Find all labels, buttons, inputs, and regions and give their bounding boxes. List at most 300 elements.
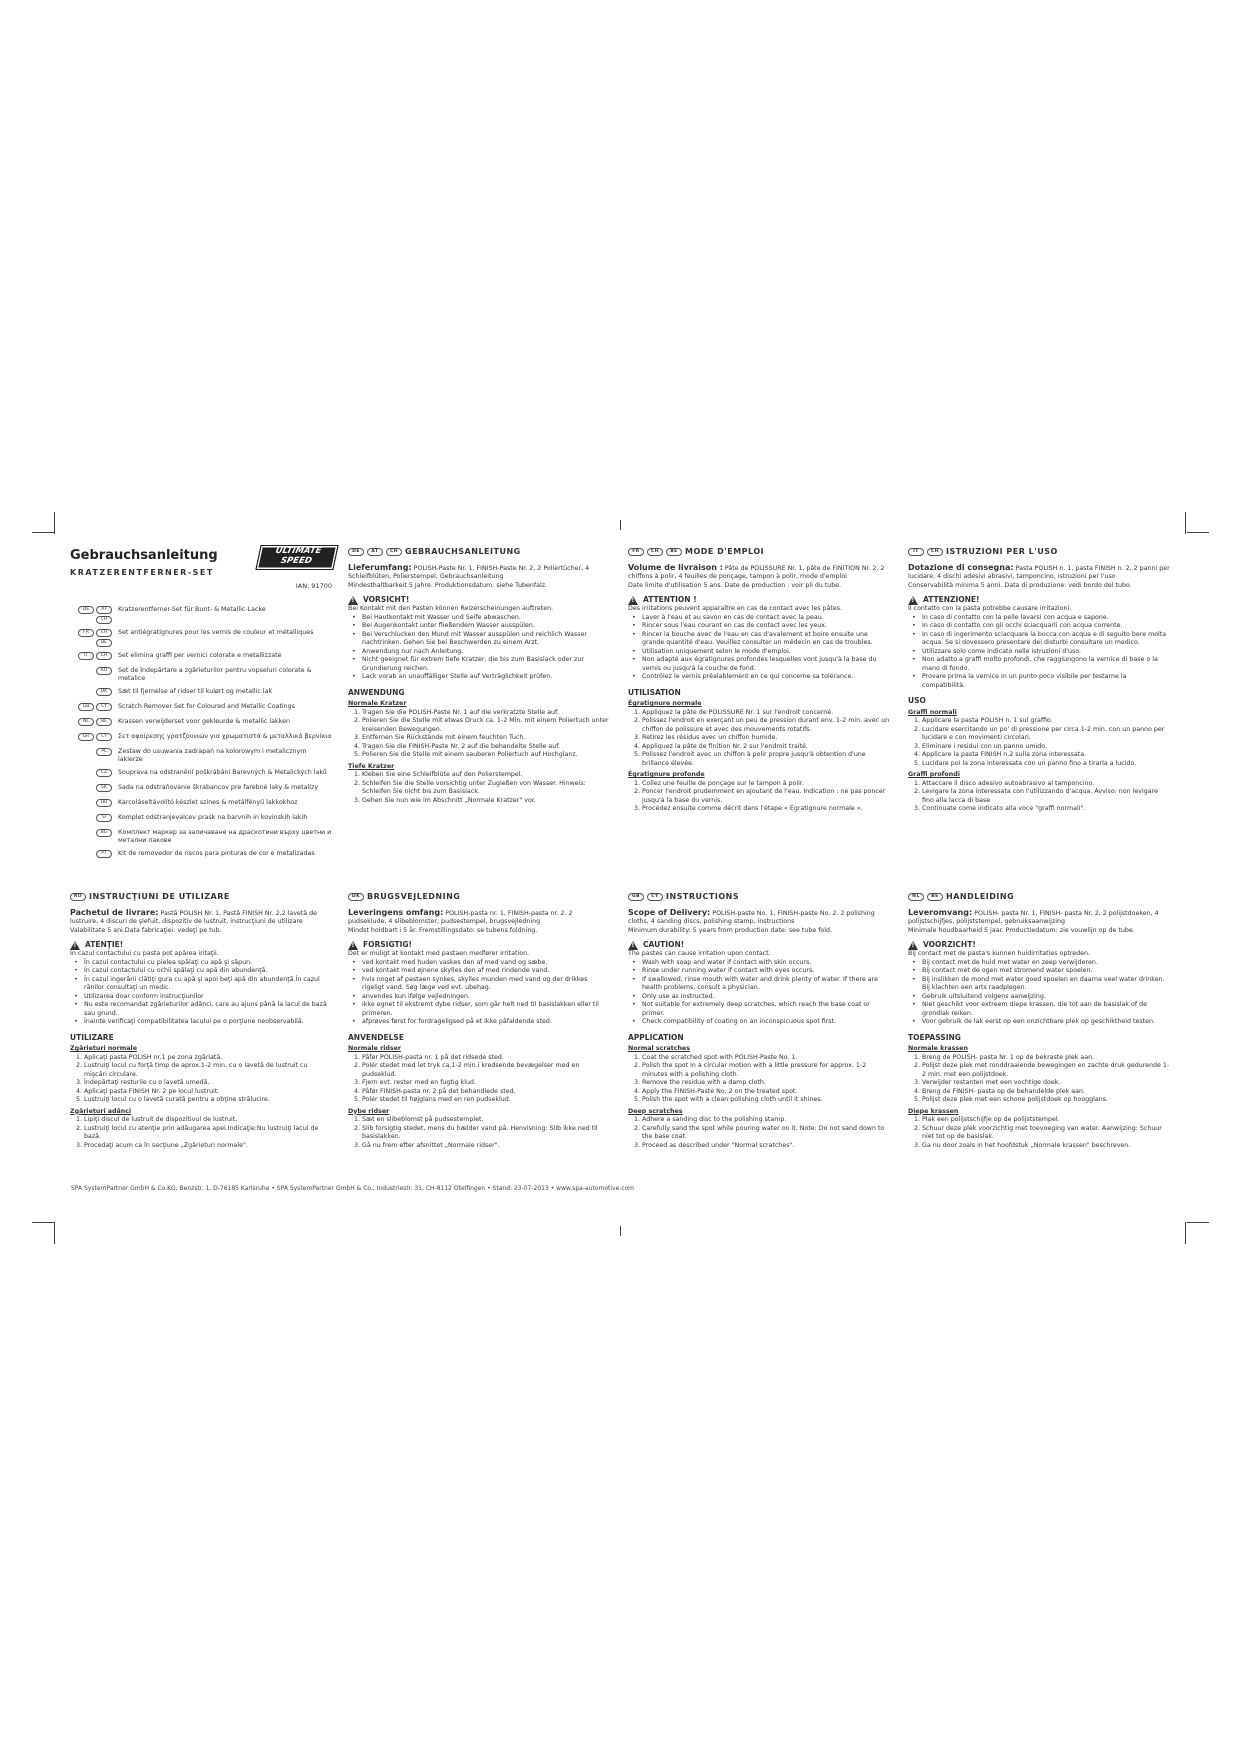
step-item: 3. Continuate come indicato alla voce "graffi normali". [922,805,1170,814]
step-item: 3. Remove the residue with a damp cloth. [642,1079,890,1088]
step-item: 4. Applicare la pasta FINISH n.2 sulla zona interessata. [922,751,1170,760]
delivery-scope-label: Volume de livraison : [628,562,723,572]
logo-line-1: ULTIMATE [274,546,323,556]
normal-scratches-heading: Normale ridser [348,1045,402,1052]
section-heading-text: HANDLEIDING [946,892,1015,901]
country-code-badge: CH [96,629,112,637]
country-codes [70,733,112,741]
country-code-badge: IT [78,652,94,660]
step-item: 1. Collez une feuille de ponçage sur le tampon à polir. [642,780,890,789]
country-code-badge: CZ [96,769,112,777]
step-item: 5. Polieren Sie die Stelle mit einem sauberen Poliertuch auf Hochglanz. [362,751,610,760]
deep-scratches-heading: Zgârieturi adânci [70,1107,132,1115]
normal-scratches-heading: Zgârieturi normale [70,1045,137,1052]
country-code-badge: BE [927,893,943,901]
step-item: 1. Lipiţi discul de lustruit de dispozitivul de lustruit. [84,1116,332,1125]
country-code-badge: NL [78,718,94,726]
warning-triangle-icon [70,941,80,950]
deep-steps-list [70,1116,332,1150]
normal-scratches-heading: Normale Kratzer [348,700,407,707]
warning-triangle-icon [348,941,358,950]
step-item: 1. Breng de POLISH- pasta Nr. 1 op de bekraste plek aan. [922,1054,1170,1063]
warning-item: • Non adapté aux égratignures profondes lesquelles vont jusqu'à la base du vernis ou jusqu'à la couche de fond. [642,656,890,673]
step-item: 1. Påfør POLISH-pasta nr. 1 på det ridsede sted. [362,1054,610,1063]
country-code-badge: CH [927,548,943,556]
warning-item: • Nicht geeignet für extrem tiefe Kratzer, die bis zum Basislack oder zur Grundierung reichen. [362,656,610,673]
country-code-badge: GR [78,733,94,741]
warning-list [348,614,610,682]
language-list [70,606,332,860]
delivery-scope-label: Leveringens omfang: [348,907,444,917]
warning-item: • Rincer sous l'eau courant en cas de contact avec les yeux. [642,622,890,631]
usage-heading: UTILISATION [628,687,681,697]
warning-item: • Bei Augenkontakt unter fließendem Wasser ausspülen. [362,622,610,631]
warning-title: ATENŢIE! [85,940,124,950]
section-heading [908,548,1170,557]
normal-scratches-heading: Normale krassen [908,1045,968,1052]
warning-heading [628,596,890,605]
normal-scratches-heading: Graffi normali [908,708,957,716]
warning-item: • afprøves først for fordrageligsed på et ikke påfaldende sted. [362,1018,610,1027]
warning-triangle-icon [908,941,918,950]
warning-item: • Lack vorab an unauffälliger Stelle auf Verträglichkeit prüfen. [362,673,610,682]
country-code-badge: BE [666,548,682,556]
step-item: 5. Polijst deze plek met een schone polijstdoek op hoogglans. [922,1096,1170,1105]
durability-note: Mindesthaltbarkeit 5 Jahre. Produktionsdatum: siehe Tubenfalz. [348,581,548,589]
usage-heading: ANWENDUNG [348,687,405,697]
step-item: 2. Polish the spot in a circular motion with a little pressure for approx. 1-2 minutes with a polishing cloth. [642,1062,890,1079]
language-row [70,629,332,647]
warning-item: • Check compatibility of coating on an inconspicuous spot first. [642,1018,890,1027]
warning-item: • Bij inslikken de mond met water goed spoelen en daarna veel water drinken. Bij klachten een arts raadplegen. [922,976,1170,993]
language-row [70,814,332,824]
deep-steps-list [908,1116,1170,1150]
manual-title: Gebrauchsanleitung [70,548,218,563]
deep-scratches-heading: Diepe krassen [908,1107,959,1115]
section-heading [348,893,610,902]
fold-mark [620,520,621,530]
country-codes [70,799,112,807]
warning-intro: Bei Kontakt mit den Pasten können Reizerscheinungen auftreten. [348,605,554,612]
warning-item: • Voor gebruik de lak eerst op een onzichtbare plek op geschiktheid testen. [922,1018,1170,1027]
country-code-badge: RO [96,667,112,675]
step-item: 5. Polér stedet til højglans med en ren pudseklud. [362,1096,610,1105]
section-heading-text: GEBRAUCHSANLEITUNG [405,547,521,556]
warning-list [908,614,1170,691]
language-product-name: Kratzerentferner-Set für Bunt- & Metallic-Lacke [118,606,266,613]
country-code-badge: RO [70,893,86,901]
delivery-scope-text: POLISH- pasta Nr. 1, FINISH- pasta Nr. 2, 2 polijstdoeken, 4 polijstschijfjes, polijststempel, gebruiksaanwijzing [908,909,1159,925]
language-row [70,748,332,764]
country-codes [70,850,112,858]
country-code-badge: FR [78,629,94,637]
step-item: 5. Polissez l'endroit avec un chiffon à polir propre jusqu'à obtention d'une brillance élevée. [642,751,890,768]
language-product-name: Zestaw do usuwania zadrapań na kolorowym i metalicznym lakierze [118,748,307,763]
step-item: 2. Levigare la zona interessata con l'utilizzando d'acqua. Avviso: non levigare fino alla lacca di base [922,788,1170,805]
language-product-name: Krassen verwijderset voor gekleurde & metallic lakken [118,718,290,725]
normal-steps-list [348,1054,610,1105]
step-item: 2. Polijst deze plek met ronddraaiende bewegingen en zachte druk gedurende 1-2 min. met een polijstdoek. [922,1062,1170,1079]
warning-intro: În cazul contactului cu pasta pot apărea iritaţii. [70,950,219,957]
crop-mark [32,532,54,533]
language-row [70,799,332,809]
country-code-badge: BG [96,829,112,837]
language-row [70,784,332,794]
country-codes [70,667,112,675]
step-item: 4. Påfør FINISH-pasta nr. 2 på det behandlede sted. [362,1088,610,1097]
language-product-name: Souprava na odstranění poškrábání Barevných & Metalických laků [118,769,327,776]
logo-line-2: SPEED [279,556,313,566]
warning-item: • Only use as instructed. [642,993,890,1002]
language-row [70,606,332,624]
step-item: 2. Polieren Sie die Stelle mit etwas Druck ca. 1-2 Min. mit einem Poliertuch unter kreisenden Bewegungen. [362,717,610,734]
normal-scratches-heading: Normal scratches [628,1045,690,1052]
normal-steps-list [908,1054,1170,1105]
warning-intro: Des irritations peuvent apparaître en cas de contact avec les pâtes. [628,605,843,612]
warning-item: • Niet geschikt voor extreem diepe krassen, die tot aan de basislak of de grondlak reiken. [922,1001,1170,1018]
step-item: 4. Tragen Sie die FINISH-Paste Nr. 2 auf die behandelte Stelle auf. [362,743,610,752]
deep-scratches-heading: Tiefe Kratzer [348,762,395,770]
warning-item: • In caso di contatto con gli occhi sciacquarli con acqua corrente. [922,622,1170,631]
step-item: 3. Verwijder restanten met een vochtige doek. [922,1079,1170,1088]
warning-intro: Bij contact met de pasta's kunnen huidirritaties optreden. [908,950,1091,957]
step-item: 1. Tragen Sie die POLISH-Paste Nr. 1 auf die verkratzte Stelle auf. [362,709,610,718]
language-product-name: Комплект маркер за заличаване на драскотини върху цветни и метални лакове [118,829,332,844]
country-code-badge: GB [628,893,644,901]
warning-intro: Det er muligt at kontakt med pastaen medfører irritation. [348,950,530,957]
warning-heading [348,941,610,950]
delivery-scope [70,909,332,927]
section-de [348,548,610,805]
durability-note: Date limite d'utilisation 5 ans. Date de production : voir pli du tube. [628,581,842,589]
durability-note: Minimum durability: 5 years from production date: see tube fold. [628,926,833,934]
warning-item: • In caso di contatto con la pelle lavarsi con acqua e sapone. [922,614,1170,623]
warning-heading [628,941,890,950]
deep-scratches-heading: Dybe ridser [348,1107,390,1115]
country-code-badge: AT [367,548,383,556]
crop-mark [1187,1222,1209,1223]
usage-heading: UTILIZARE [70,1032,114,1042]
step-item: 1. Coat the scratched spot with POLISH-Paste No. 1. [642,1054,890,1063]
warning-triangle-icon [628,941,638,950]
country-code-badge: CH [96,652,112,660]
crop-mark [32,1222,54,1223]
durability-note: Minimale houdbaarheid 5 jaar. Productiedatum: zie vouwlijn op de tube. [908,926,1135,934]
warning-title: CAUTION! [643,940,685,950]
warning-item: • Contrôlez le vernis préalablement en ce qui concerne sa tolérance. [642,673,890,682]
language-product-name: Σετ αφαίρεσης γρατζουνιών για χρωματιστά & μεταλλικά βερνίκια [118,733,332,740]
crop-mark [1185,1222,1186,1244]
delivery-scope-label: Dotazione di consegna: [908,562,1014,572]
country-codes [70,703,112,711]
delivery-scope [348,564,610,582]
step-item: 3. Procédez ensuite comme décrit dans l'étape « Égratignure normale ». [642,805,890,814]
language-product-name: Komplet odstranjevalcev prask na barvnih in kovinskih lakih [118,814,308,821]
warning-triangle-icon [908,596,918,605]
section-ro [70,893,332,1150]
normal-scratches-heading: Égratignure normale [628,700,702,707]
country-code-badge: FR [628,548,644,556]
warning-list [628,614,890,682]
step-item: 2. Slib forsigtig stedet, mens du hælder vand på. Henvisning: Slib ikke ned til basislakken. [362,1125,610,1142]
warning-item: • În cazul contactului cu pielea spălaţi cu apă şi săpun. [84,959,332,968]
country-code-badge: AT [96,606,112,614]
language-row [70,733,332,743]
warning-title: VORSICHT! [363,595,410,605]
country-code-badge: GB [78,703,94,711]
deep-steps-list [628,1116,890,1150]
country-code-badge: DK [348,893,364,901]
step-item: 1. Aplicaţi pasta POLISH nr.1 pe zona zgâriată. [84,1054,332,1063]
delivery-scope-text: POLISH-paste No. 1, FINISH-paste No. 2, 2 polishing cloths, 4 sanding discs, polishing stamp, instructions [628,909,875,925]
country-codes [70,606,112,624]
warning-heading [348,596,610,605]
warning-heading [908,941,1170,950]
warning-list [348,959,610,1027]
country-codes [70,718,112,726]
language-product-name: Kit de removedor de riscos para pinturas de cor e metalizadas [118,850,315,857]
section-nl [908,893,1170,1150]
delivery-scope-text: Pasta POLISH n. 1, pasta FINISH n. 2, 2 panni per lucidare, 4 dischi adesivi abrasivi, tamponcino, istruzioni per l'uso [908,564,1170,580]
warning-item: • Anwendung nur nach Anleitung. [362,648,610,657]
durability-note: Valabilitate 5 ani.Data fabricaţiei: vedeţi pe tub. [70,926,222,934]
language-product-name: Set elimina graffi per vernici colorate e metallizzate [118,652,282,659]
language-row [70,850,332,860]
step-item: 3. Îndepărtaţi resturile cu o lavetă umedă. [84,1079,332,1088]
warning-intro: The pastes can cause irritation upon contact. [628,950,771,957]
country-code-badge: CY [647,893,663,901]
warning-item: • Utilizzare solo come indicato nelle istruzioni d'uso. [922,648,1170,657]
section-it [908,548,1170,814]
warning-title: VOORZICHT! [923,940,976,950]
warning-title: ATTENZIONE! [923,595,980,605]
warning-item: • In caso di ingerimento sciacquare la bocca con acqua e di seguito bere molta acqua. Se si dovessero presentare dei disturbi consultare un medico. [922,631,1170,648]
country-code-badge: SI [96,814,112,822]
language-row [70,829,332,845]
step-item: 1. Appliquez la pâte de POLISSURE Nr. 1 sur l'endroit concerné. [642,709,890,718]
crop-mark [1185,512,1186,534]
ian-number: IAN: 91700 [295,581,332,590]
warning-item: • Bei Verschlucken den Mund mit Wasser ausspülen und reichlich Wasser nachtrinken. Gehen Sie bei Beschwerden zu einem Arzt. [362,631,610,648]
delivery-scope [348,909,610,927]
step-item: 1. Sæt en slibeblomst på pudsestemplet. [362,1116,610,1125]
country-code-badge: DE [348,548,364,556]
delivery-scope-text: POLISH-pasta nr. 1, FINISH-pasta nr. 2, 2 pudseklude, 4 slibeblomster, pudsestempel, brugsvejledning [348,909,573,925]
language-row [70,652,332,662]
warning-item: • Utilisation uniquement selon le mode d'emploi. [642,648,890,657]
delivery-scope-label: Leveromvang: [908,907,973,917]
deep-scratches-heading: Égratignure profonde [628,771,705,778]
step-item: 1. Attaccare il disco adesivo autoabrasivo al tamponcino. [922,780,1170,789]
step-item: 2. Schleifen Sie die Stelle vorsichtig unter Zugießen von Wasser. Hinweis: Schleifen Sie nicht bis zum Basislack. [362,780,610,797]
warning-item: • ved kontakt med øjnene skylles den af med rindende vand. [362,967,610,976]
step-item: 4. Apply the FINISH-Paste No. 2 on the treated spot. [642,1088,890,1097]
normal-steps-list [628,1054,890,1105]
country-codes [70,688,112,696]
language-row [70,703,332,713]
country-code-badge: DE [78,606,94,614]
warning-item: • Provare prima la vernice in un punto poco visibile per testarne la compatibilità. [922,673,1170,690]
section-heading [628,893,890,902]
fold-mark [620,1226,621,1236]
warning-item: • Utilizarea doar conform instrucţiunilor [84,993,332,1002]
delivery-scope-text: Pâte de POLISSURE Nr. 1, pâte de FINITION Nr. 2, 2 chiffons à polir, 4 feuilles de ponçage, tampon à polir, mode d'emploi [628,564,885,580]
brand-logo [255,545,338,570]
step-item: 3. Eliminare i residui con un panno umido. [922,743,1170,752]
language-row [70,688,332,698]
section-fr [628,548,890,814]
step-item: 3. Procedaţi acum ca în secţiune „Zgârieturi normale". [84,1142,332,1151]
footer-address: SPA SystemPartner GmbH & Co.KG, Benzstr. 1, D-76185 Karlsruhe • SPA SystemPartner GmbH & Co., Industriestr. 31, CH-8112 Otelfingen • Stand: 23-07-2013 • www.spa-automotive.com [71,1185,635,1192]
usage-heading: USO [908,696,926,705]
country-code-badge: CY [96,733,112,741]
delivery-scope-text: Pastă POLISH Nr. 1, Pastă FINISH Nr. 2,2 lavetă de lustruire, 4 discuri de şlefuit, dispozitiv de lustruit, instrucţiuni de utilizare [70,909,318,925]
country-code-badge: HU [96,799,112,807]
country-code-badge: PL [96,748,112,756]
step-item: 4. Breng de FINISH- pasta op de behandelde plek aan. [922,1088,1170,1097]
country-codes [70,784,112,792]
warning-title: FORSIGTIG! [363,940,412,950]
country-code-badge: CH [386,548,402,556]
normal-steps-list [348,709,610,760]
section-heading [628,548,890,557]
language-product-name: Scratch Remover Set for Coloured and Metallic Coatings [118,703,295,710]
step-item: 2. Polissez l'endroit en exerçant un peu de pression durant env. 1-2 min. avec un chiffon de polissure et avec des mouvements rotatifs. [642,717,890,734]
section-heading [348,548,610,557]
warning-heading [908,596,1170,605]
delivery-scope-text: POLISH-Paste Nr. 1, FINISH-Paste Nr. 2, 2 Poliertücher, 4 Schleifblüten, Polierstempel, Gebrauchsanleitung [348,564,590,580]
product-subtitle: KRATZERENTFERNER-SET [70,568,214,577]
deep-steps-list [348,1116,610,1150]
step-item: 1. Adhere a sanding disc to the polishing stamp. [642,1116,890,1125]
warning-item: • Wash with soap and water if contact with skin occurs. [642,959,890,968]
usage-heading: TOEPASSING [908,1032,961,1042]
country-codes [70,629,112,647]
language-product-name: Sæt til fjernelse af ridser til kulørt og metallic lak [118,688,273,695]
language-row [70,769,332,779]
step-item: 2. Polér stedet med let tryk ca.1-2 min.i kredsende bevægelser med en pudseklud. [362,1062,610,1079]
crop-mark [54,512,55,534]
step-item: 2. Schuur deze plek voorzichtig met toevoeging van water. Aanwijzing: Schuur niet tot op de basislak. [922,1125,1170,1142]
delivery-scope-label: Lieferumfang: [348,562,412,572]
step-item: 4. Appliquez la pâte de finition Nr. 2 sur l'endroit traité. [642,743,890,752]
step-item: 1. Kleben Sie eine Schleifblüte auf den Polierstempel. [362,771,610,780]
country-code-badge: IT [908,548,924,556]
warning-item: • If swallowed, rinse mouth with water and drink plenty of water. If there are health problems, consult a physician. [642,976,890,993]
country-codes [70,748,112,756]
delivery-scope-label: Scope of Delivery: [628,907,711,917]
delivery-scope [908,564,1170,582]
warning-item: • Bei Hautkontakt mit Wasser und Seife abwaschen. [362,614,610,623]
warning-list [70,959,332,1027]
usage-heading: APPLICATION [628,1032,684,1042]
crop-mark [54,1222,55,1244]
warning-list [908,959,1170,1027]
usage-heading: ANVENDELSE [348,1032,404,1042]
warning-item: • Laver à l'eau et au savon en cas de contact avec la peau. [642,614,890,623]
step-item: 2. Lucidare esercitando un po' di pressione per circa 1-2 min. con un panno per lucidare e con movimenti circolari. [922,726,1170,743]
normal-steps-list [628,709,890,769]
deep-steps-list [628,780,890,814]
delivery-scope-label: Pachetul de livrare: [70,907,159,917]
step-item: 3. Gå nu frem efter afsnittet „Normale ridser". [362,1142,610,1151]
section-dk [348,893,610,1150]
country-code-badge: CY [96,703,112,711]
step-item: 3. Fjern evt. rester med en fugtig klud. [362,1079,610,1088]
durability-note: Conservabilità minima 5 anni. Data di produzione: vedi bordo del tubo. [908,581,1132,589]
step-item: 5. Lucidare poi la zona interessata con un panno fino a tirarla a lucido. [922,760,1170,769]
country-code-badge: NL [908,893,924,901]
country-codes [70,652,112,660]
step-item: 2. Poncer l'endroit prudemment en ajoutant de l'eau. Indication : ne pas poncer jusqu'à la base du vernis. [642,788,890,805]
step-item: 3. Proceed as described under "Normal scratches". [642,1142,890,1151]
deep-scratches-heading: Deep scratches [628,1107,683,1115]
warning-item: • Not suitable for extremely deep scratches, which reach the base coat or primer. [642,1001,890,1018]
warning-item: • Non adatto a graffi molto profondi, che raggiungono la vernice di base o la mano di fondo. [922,656,1170,673]
section-heading-text: BRUGSVEJLEDNING [367,892,461,901]
country-code-badge: PT [96,850,112,858]
warning-list [628,959,890,1027]
deep-steps-list [348,771,610,805]
section-heading [70,893,332,902]
warning-item: • Rinse under running water if contact with eyes occurs. [642,967,890,976]
cover-column [70,548,332,865]
delivery-scope [628,564,890,582]
warning-item: • În cazul contactului cu ochii spălaţi cu apă din abundenţă. [84,967,332,976]
country-code-badge: SK [96,784,112,792]
section-heading-text: INSTRUCTIONS [666,892,740,901]
step-item: 3. Ga nu door zoals in het hoofdstuk „Normale krassen" beschreven. [922,1142,1170,1151]
country-codes [70,829,112,837]
step-item: 4. Aplicaţi pasta FINISH Nr. 2 pe locul lustruit. [84,1088,332,1097]
country-codes [70,814,112,822]
section-heading-text: ISTRUZIONI PER L'USO [946,547,1058,556]
country-code-badge: BE [96,718,112,726]
step-item: 5. Polish the spot with a clean polishing cloth until it shines. [642,1096,890,1105]
warning-item: • Bij contact met de ogen met stromend water spoelen. [922,967,1170,976]
step-item: 2. Carefully sand the spot while pouring water on it. Note: Do not sand down to the base coat. [642,1125,890,1142]
normal-steps-list [908,717,1170,768]
warning-title: ATTENTION ! [643,595,697,605]
warning-item: • În cazul ingerării clătiţi gura cu apă şi apoi beţi apă din abundenţă.În cazul rănilor consultaţi un medic. [84,976,332,993]
section-heading-text: MODE D'EMPLOI [685,547,765,556]
step-item: 1. Plak een polijstschijfje op de polijststempel. [922,1116,1170,1125]
warning-item: • Gebruik uitsluitend volgens aanwijzing. [922,993,1170,1002]
step-item: 1. Applicare la pasta POLISH n. 1 sul graffio. [922,717,1170,726]
section-heading-text: INSTRUCŢIUNI DE UTILIZARE [89,892,230,901]
crop-mark [1187,532,1209,533]
warning-item: • ikke egnet til ekstremt dybe ridser, som går helt ned til basislakken eller til primeren. [362,1001,610,1018]
step-item: 5. Lustruiţi locul cu o lavetă curată pentru a obţine strălucire. [84,1096,332,1105]
warning-triangle-icon [348,596,358,605]
warning-item: • Nu este recomandat zgârieturilor adânci, care au ajuns până la lacul de bază sau grund. [84,1001,332,1018]
country-code-badge: BE [96,639,112,647]
section-heading [908,893,1170,902]
durability-note: Mindst holdbart i 5 år. Fremstillingsdato: se tubens foldning. [348,926,538,934]
step-item: 2. Lustruiţi locul cu atenţie prin adăugarea apei.Indicaţie:Nu lustruiţi lacul de bază. [84,1125,332,1142]
delivery-scope [628,909,890,927]
warning-heading [70,941,332,950]
language-row [70,718,332,728]
section-gb [628,893,890,1150]
language-product-name: Set antiégratignures pour les vernis de couleur et métalliques [118,629,314,636]
warning-intro: Il contatto con la pasta potrebbe causare irritazioni. [908,605,1072,612]
warning-item: • Bij contact met de huid met water en zeep verwijderen. [922,959,1170,968]
step-item: 3. Retirez les résidus avec un chiffon humide. [642,734,890,743]
warning-item: • Înainte verificaţi compatibilitatea lacului pe o porţiune neobservabilă. [84,1018,332,1027]
language-product-name: Sada na odstraňovanie škrabancov pre farebné laky & metalízy [118,784,319,791]
country-code-badge: DK [96,688,112,696]
